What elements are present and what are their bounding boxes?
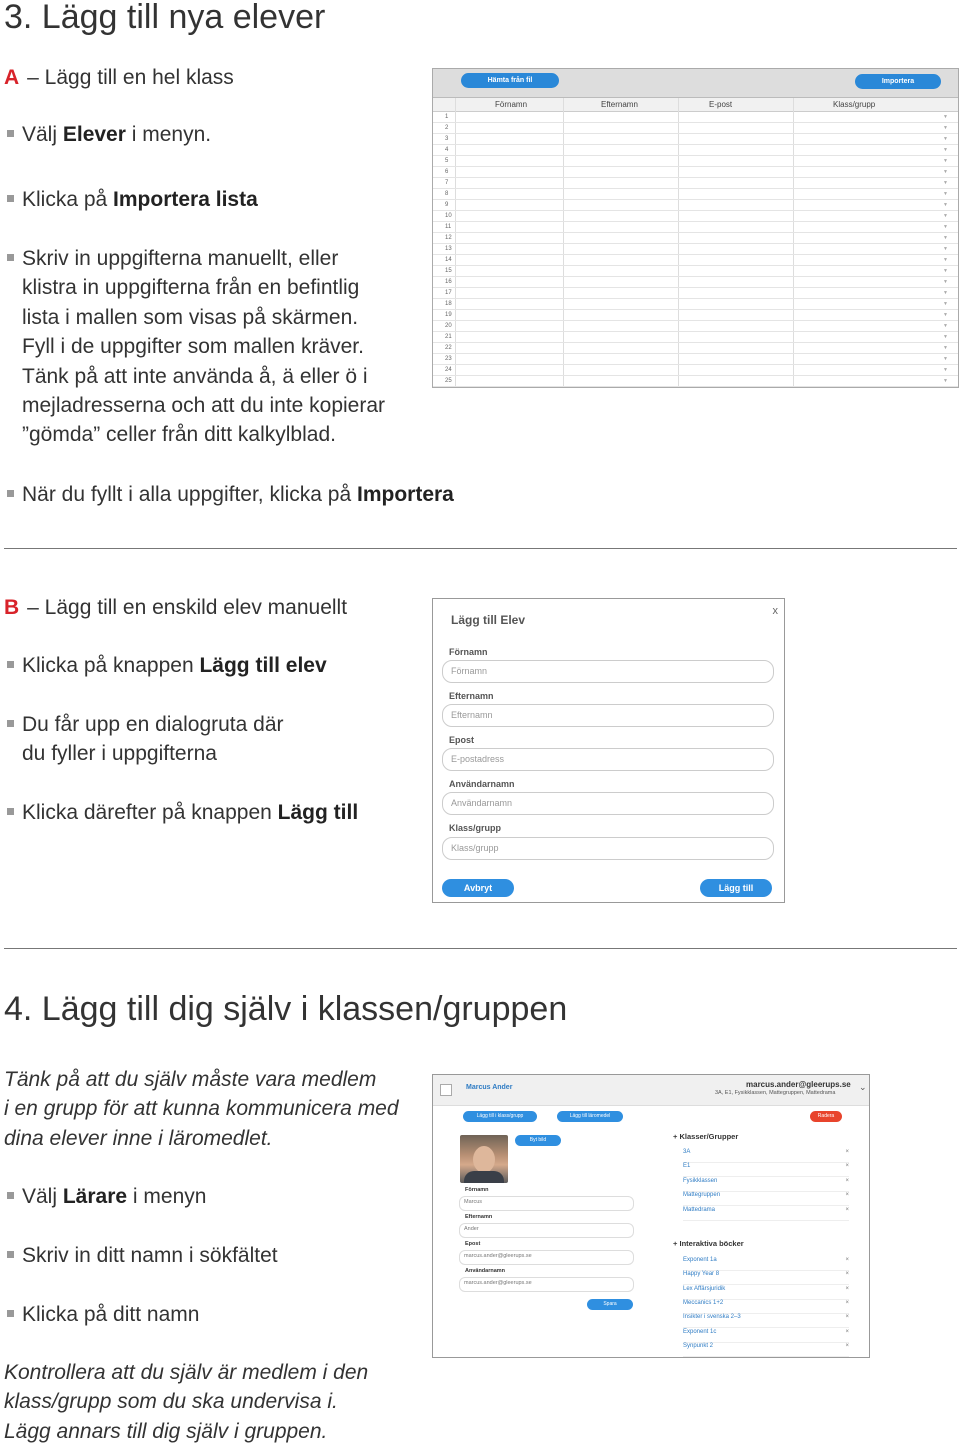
row-number: 1 <box>445 114 449 120</box>
bullet-square-icon <box>7 720 14 727</box>
table-row[interactable] <box>433 354 958 365</box>
avatar <box>460 1135 508 1183</box>
paste-from-file-button[interactable]: Hämta från fil <box>461 73 559 88</box>
col-header-lastname: Efternamn <box>601 100 638 109</box>
bullet-square-icon <box>7 1310 14 1317</box>
list-item[interactable]: Mattegruppen × <box>683 1191 849 1206</box>
table-row[interactable] <box>433 332 958 343</box>
row-number: 5 <box>445 158 449 164</box>
chevron-down-icon[interactable]: ⌄ <box>859 1082 867 1092</box>
username-label: Användarnamn <box>449 779 515 789</box>
row-number: 15 <box>445 268 452 274</box>
chevron-down-icon[interactable]: ▼ <box>943 323 948 329</box>
list-item[interactable]: E1 × <box>683 1162 849 1177</box>
close-icon[interactable]: × <box>845 1192 849 1198</box>
add-to-group-button[interactable]: Lägg till i klass/grupp <box>463 1111 537 1122</box>
row-number: 17 <box>445 290 452 296</box>
chevron-down-icon[interactable]: ▼ <box>943 224 948 230</box>
chevron-down-icon[interactable]: ▼ <box>943 301 948 307</box>
table-row[interactable] <box>433 112 958 123</box>
close-icon[interactable]: × <box>845 1149 849 1155</box>
part-a-heading <box>4 66 234 90</box>
books-heading: + Interaktiva böcker <box>673 1239 744 1248</box>
import-table-header <box>433 98 958 112</box>
import-button[interactable]: Importera <box>855 74 941 89</box>
chevron-down-icon[interactable]: ▼ <box>943 367 948 373</box>
table-row[interactable] <box>433 134 958 145</box>
section-4-intro: Tänk på att du själv måste vara medlem i en grupp för att kunna kommunicera med dina elever inne i läromedlet. <box>4 1068 399 1150</box>
groups-heading: + Klasser/Grupper <box>673 1132 739 1141</box>
chevron-down-icon[interactable]: ▼ <box>943 114 948 120</box>
part-b-heading-text: – Lägg till en enskild elev manuellt <box>27 596 348 619</box>
bullet-square-icon <box>7 195 14 202</box>
row-number: 25 <box>445 378 452 384</box>
import-list-screenshot <box>432 68 959 388</box>
table-row[interactable] <box>433 299 958 310</box>
table-row[interactable] <box>433 343 958 354</box>
row-number: 13 <box>445 246 452 252</box>
close-icon[interactable]: × <box>845 1314 849 1320</box>
bullet-square-icon <box>7 254 14 261</box>
list-item[interactable]: Exponent 1c × <box>683 1328 849 1343</box>
row-number: 20 <box>445 323 452 329</box>
bullet-square-icon <box>7 1251 14 1258</box>
list-item[interactable]: Lex Affärsjuridik × <box>683 1285 849 1300</box>
bullet-b1: Klicka på knappen Lägg till elev <box>22 651 422 680</box>
chevron-down-icon[interactable]: ▼ <box>943 356 948 362</box>
table-row[interactable] <box>433 310 958 321</box>
table-row[interactable] <box>433 123 958 134</box>
chevron-down-icon[interactable]: ▼ <box>943 191 948 197</box>
chevron-down-icon[interactable]: ▼ <box>943 169 948 175</box>
chevron-down-icon[interactable]: ▼ <box>943 345 948 351</box>
chevron-down-icon[interactable]: ▼ <box>943 279 948 285</box>
lastname-label: Efternamn <box>465 1214 493 1220</box>
username-label: Användarnamn <box>465 1268 506 1274</box>
bullet-b3: Klicka därefter på knappen Lägg till <box>22 798 422 827</box>
list-item[interactable]: Fysikklassen × <box>683 1177 849 1192</box>
firstname-label: Förnamn <box>465 1187 489 1193</box>
add-material-button[interactable]: Lägg till läromedel <box>557 1111 623 1122</box>
chevron-down-icon[interactable]: ▼ <box>943 125 948 131</box>
email-label: Epost <box>449 735 475 745</box>
chevron-down-icon[interactable]: ▼ <box>943 312 948 318</box>
delete-button[interactable]: Radera <box>810 1111 842 1122</box>
email-input[interactable]: E-postadress <box>442 748 774 771</box>
table-row[interactable] <box>433 244 958 255</box>
close-icon[interactable]: × <box>845 1163 849 1169</box>
row-number: 18 <box>445 301 452 307</box>
chevron-down-icon[interactable]: ▼ <box>943 290 948 296</box>
add-student-dialog-screenshot <box>432 598 785 903</box>
row-number: 4 <box>445 147 449 153</box>
table-row[interactable] <box>433 321 958 332</box>
table-row[interactable] <box>433 211 958 222</box>
row-number: 23 <box>445 356 452 362</box>
plus-icon[interactable]: + <box>673 1239 678 1248</box>
row-number: 2 <box>445 125 449 131</box>
row-number: 6 <box>445 169 449 175</box>
part-b-letter: B <box>4 596 20 619</box>
list-item[interactable]: Insikter i svenska 2–3 × <box>683 1313 849 1328</box>
row-number: 10 <box>445 213 452 219</box>
change-photo-button[interactable]: Byt bild <box>515 1135 561 1146</box>
list-item[interactable]: Exponent 1a × <box>683 1256 849 1271</box>
table-row[interactable] <box>433 365 958 376</box>
close-icon[interactable]: × <box>845 1207 849 1213</box>
bullet-square-icon <box>7 490 14 497</box>
bullet-a1: Välj Elever i menyn. <box>22 120 422 149</box>
list-item[interactable]: Meccanics 1+2 × <box>683 1299 849 1314</box>
bullet-square-icon <box>7 661 14 668</box>
lastname-label: Efternamn <box>449 691 494 701</box>
col-header-class: Klass/grupp <box>833 100 876 109</box>
teacher-name[interactable]: Marcus Ander <box>466 1084 513 1091</box>
username-input[interactable]: Användarnamn <box>442 792 774 815</box>
chevron-down-icon[interactable]: ▼ <box>943 147 948 153</box>
firstname-input[interactable]: Förnamn <box>442 660 774 683</box>
list-item[interactable]: Mattedrama × <box>683 1206 849 1221</box>
col-header-firstname: Förnamn <box>495 100 528 109</box>
section-4-outro: Kontrollera att du själv är medlem i den klass/grupp som du ska undervisa i. Lägg annars till dig själv i gruppen. <box>4 1361 369 1443</box>
bullet-a3: Skriv in uppgifterna manuellt, eller klistra in uppgifterna från en befintlig lista i mallen som visas på skärmen. Fyll i de uppgifter som mallen kräver. Tänk på att inte använda å, ä eller ö i mejladresserna och att du inte kopierar ”gömda” celler från ditt kalkylblad. <box>22 244 422 450</box>
row-number: 22 <box>445 345 452 351</box>
table-row[interactable] <box>433 288 958 299</box>
table-row[interactable] <box>433 376 958 387</box>
lastname-input[interactable]: Efternamn <box>442 704 774 727</box>
email-label: Epost <box>465 1241 481 1247</box>
table-row[interactable] <box>433 255 958 266</box>
close-icon[interactable]: × <box>845 1271 849 1277</box>
divider <box>4 948 957 949</box>
email-input[interactable]: marcus.ander@gleerups.se <box>459 1250 634 1265</box>
import-toolbar <box>433 69 958 98</box>
bullet-4-2: Skriv in ditt namn i sökfältet <box>22 1241 422 1270</box>
table-row[interactable] <box>433 189 958 200</box>
table-row[interactable] <box>433 266 958 277</box>
col-header-email: E-post <box>709 100 733 109</box>
bullet-a2: Klicka på Importera lista <box>22 185 422 214</box>
table-row[interactable] <box>433 167 958 178</box>
close-icon[interactable]: × <box>845 1286 849 1292</box>
bullet-4-1: Välj Lärare i menyn <box>22 1182 422 1211</box>
close-icon[interactable]: × <box>845 1257 849 1263</box>
row-number: 16 <box>445 279 452 285</box>
row-number: 21 <box>445 334 452 340</box>
username-input[interactable]: marcus.ander@gleerups.se <box>459 1277 634 1292</box>
section-3-title: 3. Lägg till nya elever <box>4 0 326 36</box>
chevron-down-icon[interactable]: ▼ <box>943 202 948 208</box>
chevron-down-icon[interactable]: ▼ <box>943 235 948 241</box>
bullet-square-icon <box>7 130 14 137</box>
bullet-a4: När du fyllt i alla uppgifter, klicka på Importera <box>22 480 522 509</box>
firstname-input[interactable]: Marcus <box>459 1196 634 1211</box>
chevron-down-icon[interactable]: ▼ <box>943 257 948 263</box>
chevron-down-icon[interactable]: ▼ <box>943 158 948 164</box>
chevron-down-icon[interactable]: ▼ <box>943 180 948 186</box>
lastname-input[interactable]: Ander <box>459 1223 634 1238</box>
chevron-down-icon[interactable]: ▼ <box>943 213 948 219</box>
teacher-profile-screenshot <box>432 1074 870 1358</box>
table-row[interactable] <box>433 145 958 156</box>
list-item[interactable]: 3A × <box>683 1148 849 1163</box>
firstname-label: Förnamn <box>449 647 488 657</box>
close-icon[interactable]: × <box>845 1300 849 1306</box>
part-a-heading-text: – Lägg till en hel klass <box>27 66 234 89</box>
table-row[interactable] <box>433 178 958 189</box>
row-number: 8 <box>445 191 449 197</box>
class-group-label: Klass/grupp <box>449 823 502 833</box>
dialog-title: Lägg till Elev <box>451 613 526 627</box>
close-icon[interactable]: × <box>845 1178 849 1184</box>
divider <box>4 548 957 549</box>
bullet-b2: Du får upp en dialogruta där du fyller i uppgifterna <box>22 710 422 769</box>
list-item[interactable]: Happy Year 8 × <box>683 1270 849 1285</box>
add-button[interactable]: Lägg till <box>700 879 772 897</box>
table-row[interactable] <box>433 200 958 211</box>
teacher-groups-summary: 3A, E1, Fysikklassen, Mattegruppen, Mattedrama <box>715 1090 836 1096</box>
teacher-email-heading: marcus.ander@gleerups.se <box>746 1080 851 1089</box>
list-item[interactable]: Synpunkt 2 × <box>683 1342 849 1357</box>
bullet-square-icon <box>7 808 14 815</box>
table-row[interactable] <box>433 222 958 233</box>
select-checkbox[interactable] <box>440 1084 452 1096</box>
table-row[interactable] <box>433 277 958 288</box>
row-number: 11 <box>445 224 452 230</box>
chevron-down-icon[interactable]: ▼ <box>943 246 948 252</box>
save-button[interactable]: Spara <box>587 1299 633 1310</box>
row-number: 24 <box>445 367 452 373</box>
bullet-square-icon <box>7 1192 14 1199</box>
part-a-letter: A <box>4 66 20 89</box>
table-row[interactable] <box>433 233 958 244</box>
row-number: 19 <box>445 312 452 318</box>
row-number: 3 <box>445 136 449 142</box>
row-number: 14 <box>445 257 452 263</box>
plus-icon[interactable]: + <box>673 1132 678 1141</box>
class-group-input[interactable]: Klass/grupp <box>442 837 774 860</box>
part-b-heading <box>4 596 347 620</box>
bullet-4-3: Klicka på ditt namn <box>22 1300 422 1329</box>
close-icon[interactable]: × <box>845 1329 849 1335</box>
section-4-title: 4. Lägg till dig själv i klassen/gruppen <box>4 990 568 1028</box>
cancel-button[interactable]: Avbryt <box>442 879 514 897</box>
table-row[interactable] <box>433 156 958 167</box>
row-number: 7 <box>445 180 449 186</box>
close-icon[interactable]: x <box>772 605 778 617</box>
close-icon[interactable]: × <box>845 1343 849 1349</box>
row-number: 9 <box>445 202 449 208</box>
chevron-down-icon[interactable]: ▼ <box>943 268 948 274</box>
chevron-down-icon[interactable]: ▼ <box>943 334 948 340</box>
chevron-down-icon[interactable]: ▼ <box>943 136 948 142</box>
row-number: 12 <box>445 235 452 241</box>
chevron-down-icon[interactable]: ▼ <box>943 378 948 384</box>
